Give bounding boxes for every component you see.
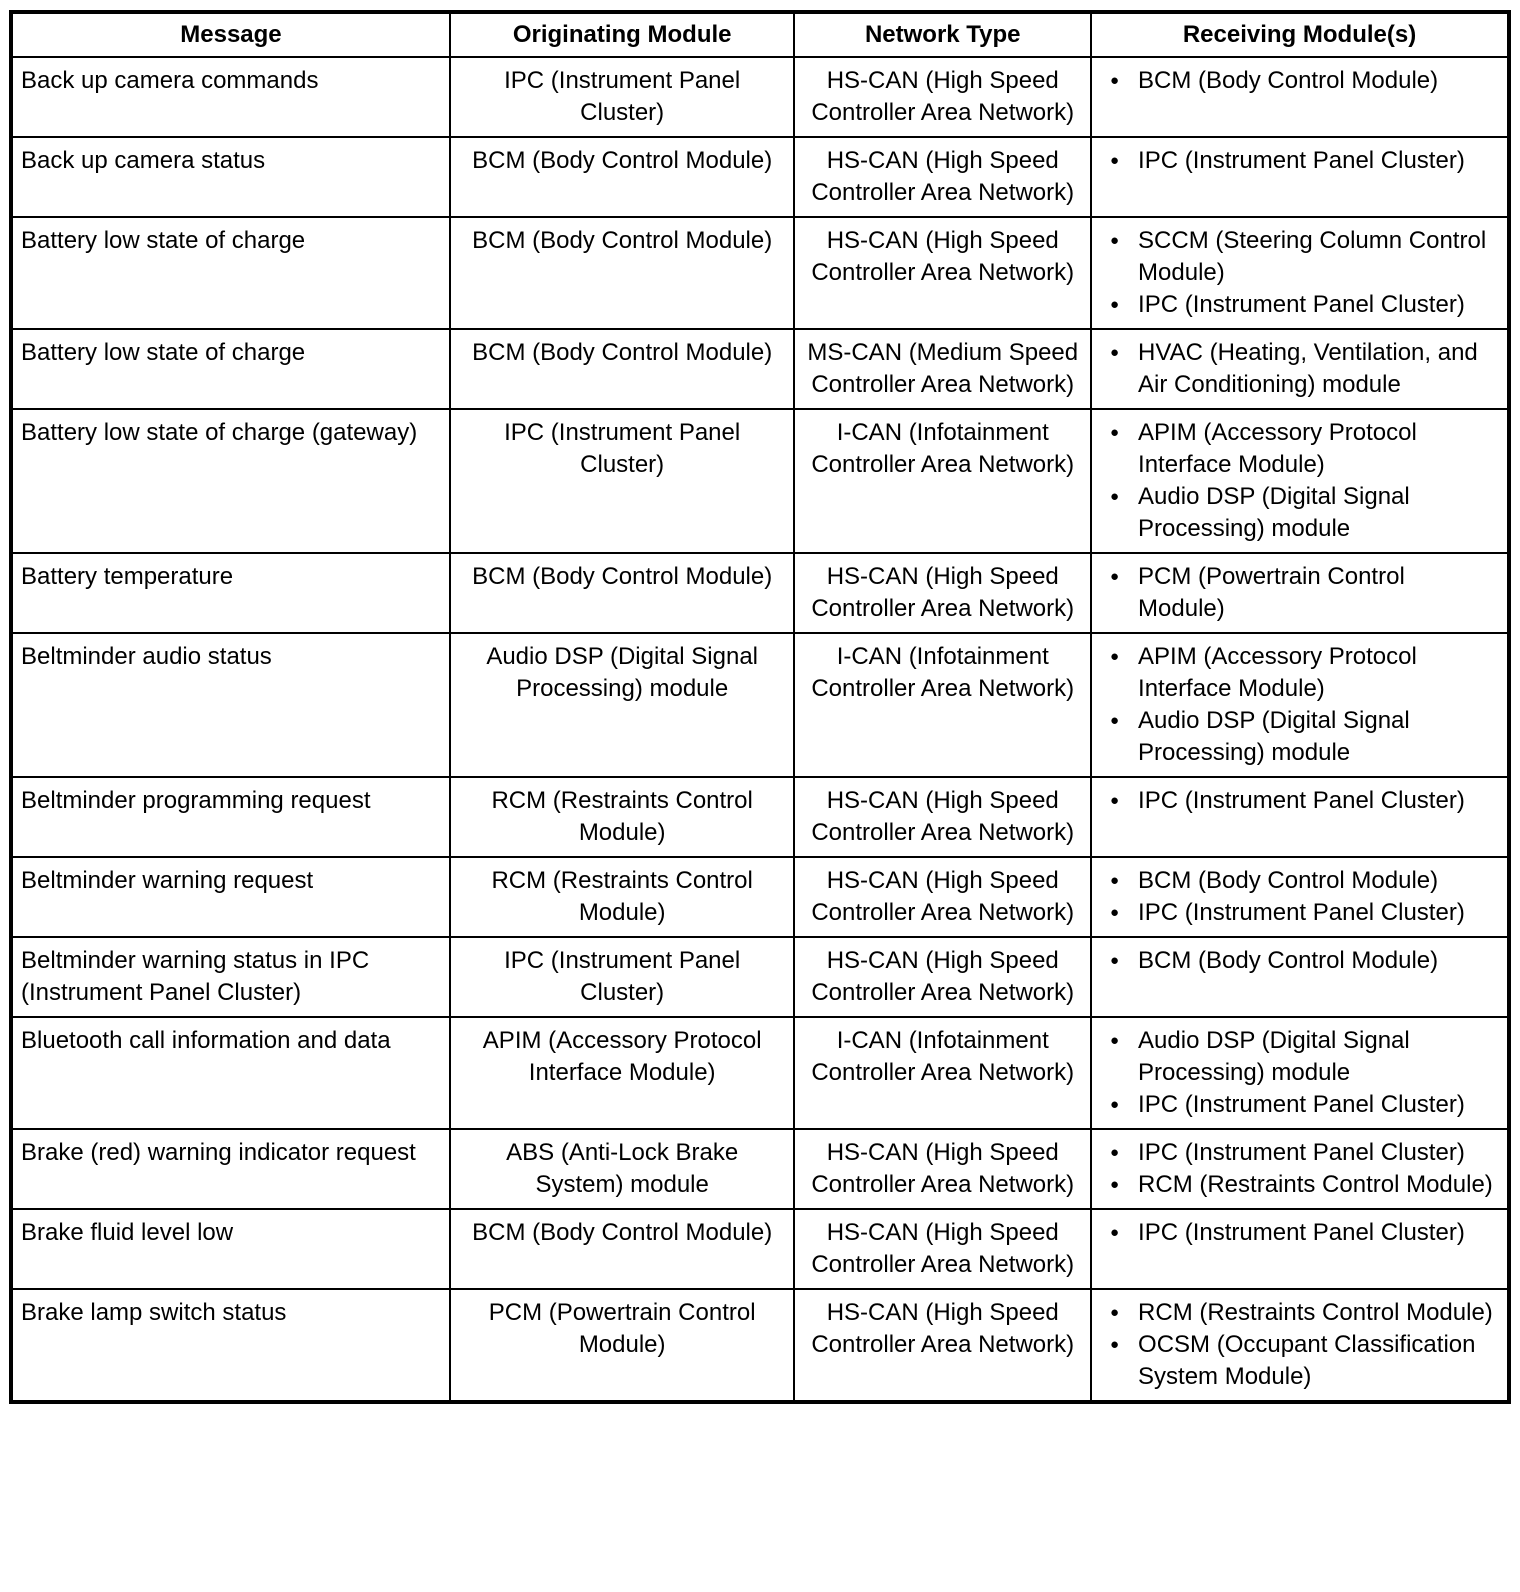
receiving-modules-list xyxy=(1098,1137,1495,1201)
receiving-module-item: ● SCCM (Steering Column Control Module) xyxy=(1098,225,1495,289)
message-cell: Back up camera commands xyxy=(11,57,450,137)
receiving-modules-list xyxy=(1098,65,1495,97)
receiving-module-item: ● IPC (Instrument Panel Cluster) xyxy=(1098,1137,1495,1169)
receiving-module-item: ● HVAC (Heating, Ventilation, and Air Conditioning) module xyxy=(1098,337,1495,401)
receiving-modules-list xyxy=(1098,417,1495,545)
receiving-modules-list xyxy=(1098,337,1495,401)
receiving-modules-cell xyxy=(1091,57,1509,137)
message-cell: Beltminder programming request xyxy=(11,777,450,857)
receiving-modules-cell xyxy=(1091,1209,1509,1289)
receiving-module-item: ● Audio DSP (Digital Signal Processing) module xyxy=(1098,481,1495,545)
message-cell: Beltminder warning request xyxy=(11,857,450,937)
message-cell: Battery low state of charge (gateway) xyxy=(11,409,450,553)
network-type-cell: MS-CAN (Medium Speed Controller Area Network) xyxy=(794,329,1091,409)
receiving-modules-cell xyxy=(1091,1289,1509,1402)
table-row xyxy=(11,1289,1509,1402)
receiving-modules-cell xyxy=(1091,137,1509,217)
network-type-cell: HS-CAN (High Speed Controller Area Network) xyxy=(794,777,1091,857)
receiving-module-item: ● IPC (Instrument Panel Cluster) xyxy=(1098,1217,1495,1249)
network-type-cell: HS-CAN (High Speed Controller Area Network) xyxy=(794,937,1091,1017)
receiving-modules-list xyxy=(1098,1217,1495,1249)
table-header xyxy=(11,12,1509,57)
receiving-module-item: ● RCM (Restraints Control Module) xyxy=(1098,1169,1495,1201)
receiving-modules-list xyxy=(1098,785,1495,817)
message-cell: Battery temperature xyxy=(11,553,450,633)
table-row xyxy=(11,777,1509,857)
originating-module-cell: BCM (Body Control Module) xyxy=(450,217,795,329)
receiving-modules-cell xyxy=(1091,777,1509,857)
receiving-modules-list xyxy=(1098,225,1495,321)
table-row xyxy=(11,137,1509,217)
receiving-modules-list xyxy=(1098,145,1495,177)
receiving-module-item: ● RCM (Restraints Control Module) xyxy=(1098,1297,1495,1329)
network-type-cell: I-CAN (Infotainment Controller Area Network) xyxy=(794,1017,1091,1129)
originating-module-cell: BCM (Body Control Module) xyxy=(450,137,795,217)
receiving-modules-list xyxy=(1098,561,1495,625)
originating-module-cell: ABS (Anti-Lock Brake System) module xyxy=(450,1129,795,1209)
receiving-modules-cell xyxy=(1091,409,1509,553)
network-type-cell: HS-CAN (High Speed Controller Area Network) xyxy=(794,57,1091,137)
receiving-modules-list xyxy=(1098,1025,1495,1121)
message-cell: Battery low state of charge xyxy=(11,217,450,329)
originating-module-cell: RCM (Restraints Control Module) xyxy=(450,857,795,937)
table-row xyxy=(11,857,1509,937)
receiving-module-item: ● IPC (Instrument Panel Cluster) xyxy=(1098,289,1495,321)
originating-module-cell: Audio DSP (Digital Signal Processing) module xyxy=(450,633,795,777)
table-row xyxy=(11,1209,1509,1289)
originating-module-cell: BCM (Body Control Module) xyxy=(450,329,795,409)
receiving-modules-cell xyxy=(1091,217,1509,329)
originating-module-cell: RCM (Restraints Control Module) xyxy=(450,777,795,857)
receiving-modules-list xyxy=(1098,1297,1495,1393)
receiving-module-item: ● OCSM (Occupant Classification System Module) xyxy=(1098,1329,1495,1393)
originating-module-cell: BCM (Body Control Module) xyxy=(450,553,795,633)
message-cell: Beltminder audio status xyxy=(11,633,450,777)
header-row xyxy=(11,12,1509,57)
receiving-module-item: ● APIM (Accessory Protocol Interface Module) xyxy=(1098,417,1495,481)
network-message-table xyxy=(9,10,1511,1404)
message-cell: Brake lamp switch status xyxy=(11,1289,450,1402)
message-cell: Brake (red) warning indicator request xyxy=(11,1129,450,1209)
receiving-modules-cell xyxy=(1091,857,1509,937)
receiving-modules-cell xyxy=(1091,1017,1509,1129)
network-type-cell: HS-CAN (High Speed Controller Area Network) xyxy=(794,137,1091,217)
network-type-cell: HS-CAN (High Speed Controller Area Network) xyxy=(794,1209,1091,1289)
receiving-module-item: ● IPC (Instrument Panel Cluster) xyxy=(1098,145,1495,177)
originating-module-cell: APIM (Accessory Protocol Interface Module) xyxy=(450,1017,795,1129)
receiving-module-item: ● PCM (Powertrain Control Module) xyxy=(1098,561,1495,625)
originating-module-cell: IPC (Instrument Panel Cluster) xyxy=(450,409,795,553)
message-cell: Back up camera status xyxy=(11,137,450,217)
receiving-modules-cell xyxy=(1091,633,1509,777)
receiving-modules-cell xyxy=(1091,553,1509,633)
network-type-cell: HS-CAN (High Speed Controller Area Network) xyxy=(794,217,1091,329)
network-type-cell: HS-CAN (High Speed Controller Area Network) xyxy=(794,857,1091,937)
column-header-receiving-modules: Receiving Module(s) xyxy=(1091,12,1509,57)
table-row xyxy=(11,57,1509,137)
receiving-module-item: ● APIM (Accessory Protocol Interface Module) xyxy=(1098,641,1495,705)
message-cell: Beltminder warning status in IPC (Instrument Panel Cluster) xyxy=(11,937,450,1017)
table-row xyxy=(11,217,1509,329)
column-header-message: Message xyxy=(11,12,450,57)
network-type-cell: HS-CAN (High Speed Controller Area Network) xyxy=(794,1129,1091,1209)
receiving-module-item: ● IPC (Instrument Panel Cluster) xyxy=(1098,897,1495,929)
table-row xyxy=(11,329,1509,409)
receiving-module-item: ● BCM (Body Control Module) xyxy=(1098,945,1495,977)
receiving-modules-list xyxy=(1098,865,1495,929)
table-row xyxy=(11,1129,1509,1209)
receiving-module-item: ● BCM (Body Control Module) xyxy=(1098,65,1495,97)
receiving-module-item: ● IPC (Instrument Panel Cluster) xyxy=(1098,1089,1495,1121)
column-header-network-type: Network Type xyxy=(794,12,1091,57)
message-cell: Bluetooth call information and data xyxy=(11,1017,450,1129)
message-cell: Brake fluid level low xyxy=(11,1209,450,1289)
table-body xyxy=(11,57,1509,1402)
receiving-module-item: ● BCM (Body Control Module) xyxy=(1098,865,1495,897)
receiving-modules-cell xyxy=(1091,329,1509,409)
table-row xyxy=(11,937,1509,1017)
receiving-module-item: ● IPC (Instrument Panel Cluster) xyxy=(1098,785,1495,817)
originating-module-cell: IPC (Instrument Panel Cluster) xyxy=(450,937,795,1017)
column-header-originating-module: Originating Module xyxy=(450,12,795,57)
receiving-modules-cell xyxy=(1091,937,1509,1017)
originating-module-cell: BCM (Body Control Module) xyxy=(450,1209,795,1289)
message-cell: Battery low state of charge xyxy=(11,329,450,409)
receiving-module-item: ● Audio DSP (Digital Signal Processing) module xyxy=(1098,1025,1495,1089)
table-row xyxy=(11,409,1509,553)
table-row xyxy=(11,633,1509,777)
table-row xyxy=(11,1017,1509,1129)
originating-module-cell: PCM (Powertrain Control Module) xyxy=(450,1289,795,1402)
network-type-cell: HS-CAN (High Speed Controller Area Network) xyxy=(794,553,1091,633)
receiving-module-item: ● Audio DSP (Digital Signal Processing) module xyxy=(1098,705,1495,769)
network-type-cell: I-CAN (Infotainment Controller Area Network) xyxy=(794,409,1091,553)
receiving-modules-list xyxy=(1098,641,1495,769)
originating-module-cell: IPC (Instrument Panel Cluster) xyxy=(450,57,795,137)
network-type-cell: I-CAN (Infotainment Controller Area Network) xyxy=(794,633,1091,777)
network-type-cell: HS-CAN (High Speed Controller Area Network) xyxy=(794,1289,1091,1402)
receiving-modules-cell xyxy=(1091,1129,1509,1209)
table-row xyxy=(11,553,1509,633)
receiving-modules-list xyxy=(1098,945,1495,977)
